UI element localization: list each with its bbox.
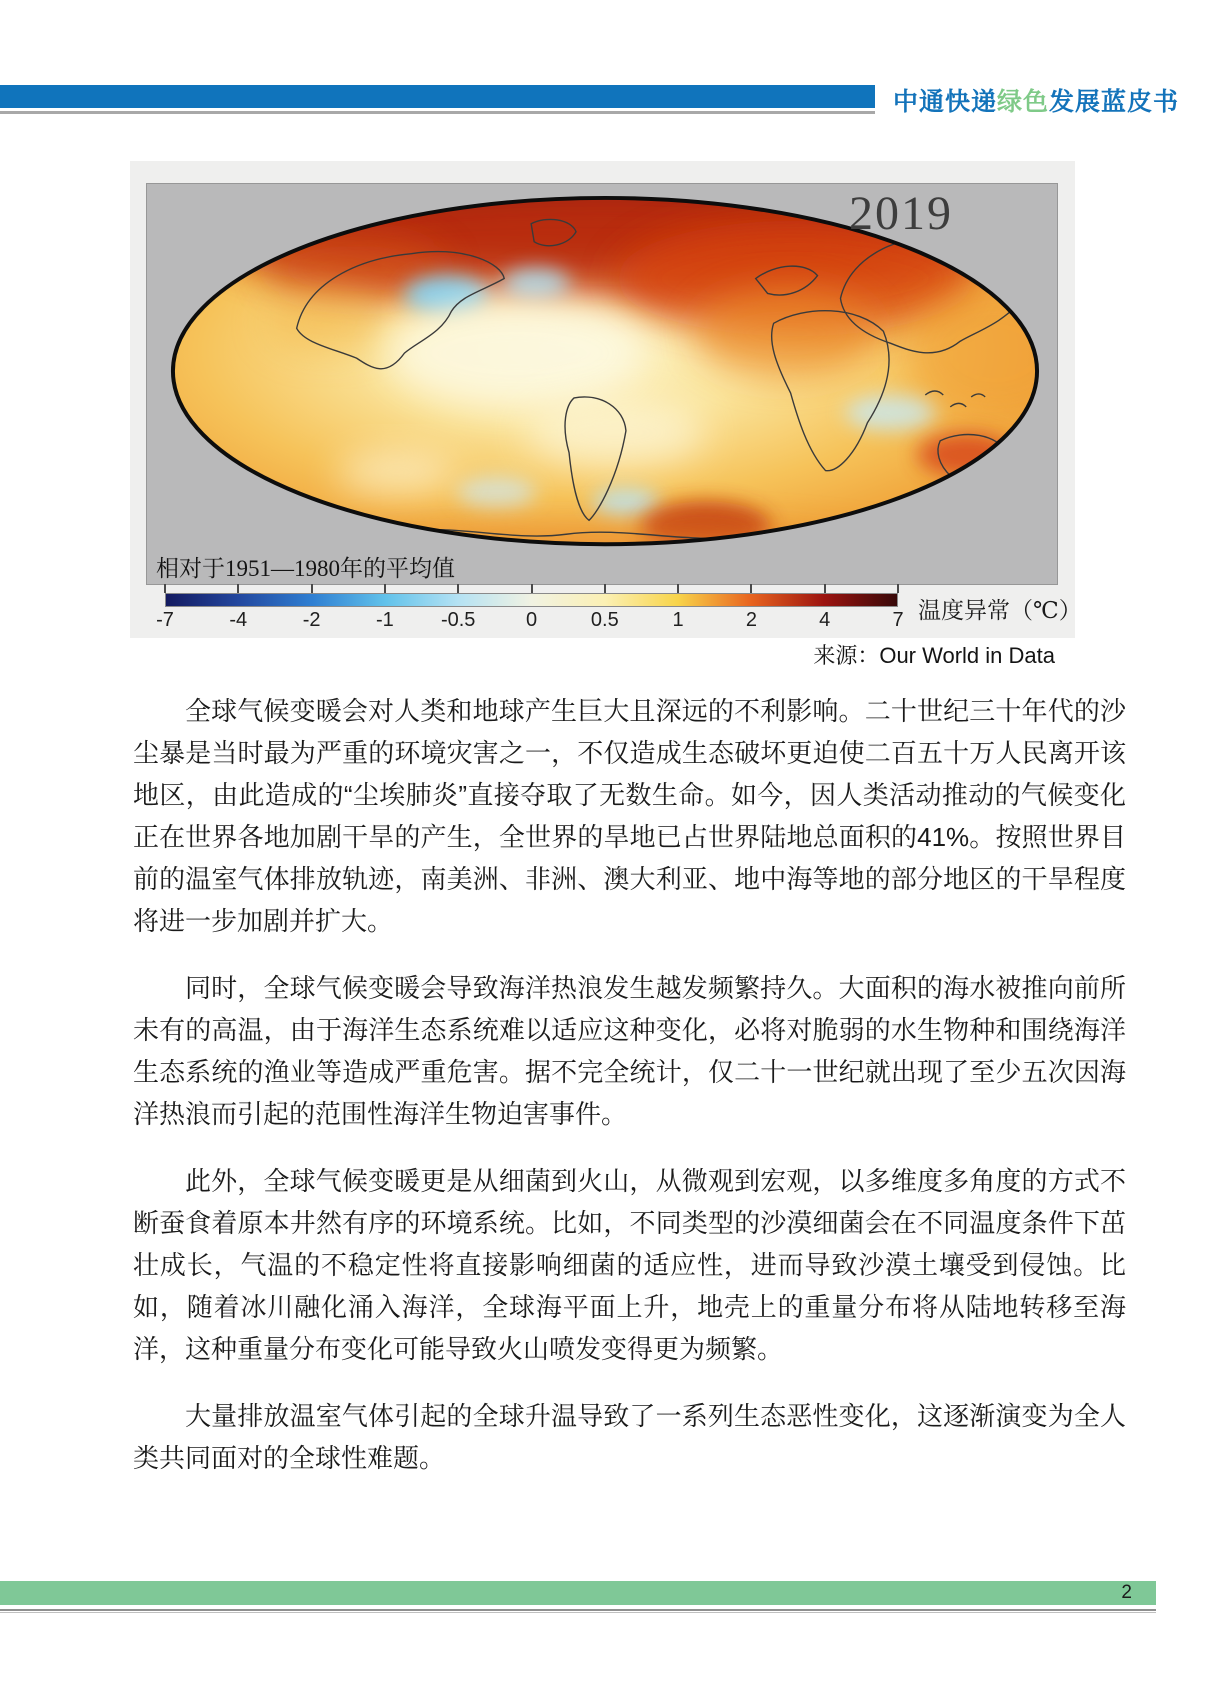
colorbar-tick-label: -4 [229,609,248,631]
header-title-part-2: 绿色 [997,88,1050,116]
colorbar-tick-label: -1 [375,609,394,631]
map-baseline-note: 相对于1951—1980年的平均值 [156,556,455,581]
colorbar-tick [384,584,386,593]
colorbar-tick [237,584,239,593]
footer-gray-line-light [0,1612,1156,1613]
colorbar-tick-label: -2 [302,609,321,631]
temperature-colorbar [165,593,898,607]
colorbar-tick-label: 0 [525,609,538,631]
map-year-label: 2019 [849,187,953,240]
colorbar-tick [677,584,679,593]
colorbar-tick [164,584,166,593]
paragraph-2: 同时，全球气候变暖会导致海洋热浪发生越发频繁持久。大面积的海水被推向前所未有的高温，由于海洋生态系统难以适应这种变化，必将对脆弱的水生物种和围绕海洋生态系统的渔业等造成严重危害。据不完全统计，仅二十一世纪就出现了至少五次因海洋热浪而引起的范围性海洋生物迫害事件。 [133,973,1126,1129]
colorbar-title: 温度异常（℃） [918,598,1082,623]
header-title-part-3: 发展蓝皮书 [1049,88,1180,116]
colorbar-labels [156,609,904,635]
colorbar-tick-label: 2 [745,609,757,631]
header-title-part-1: 中通快递 [893,88,998,116]
colorbar-tick [824,584,826,593]
colorbar-tick [897,584,899,593]
colorbar-tick-label: 7 [892,609,904,631]
colorbar-tickstrip [165,584,898,593]
colorbar-tick-label: -7 [156,609,174,631]
paragraph-1: 全球气候变暖会对人类和地球产生巨大且深远的不利影响。二十世纪三十年代的沙尘暴是当时最为严重的环境灾害之一，不仅造成生态破坏更迫使二百五十万人民离开该地区，由此造成的“尘埃肺炎”直接夺取了无数生命。如今，因人类活动推动的气候变化正在世界各地加剧干旱的产生，全世界的旱地已占世界陆地总面积的41%。按照世界目前的温室气体排放轨迹，南美洲、非洲、澳大利亚、地中海等地的部分地区的干旱程度将进一步加剧并扩大。 [133,696,1126,936]
footer-green-bar [0,1581,1156,1605]
paragraph-4: 大量排放温室气体引起的全球升温导致了一系列生态恶性变化，这逐渐演变为全人类共同面对的全球性难题。 [133,1401,1126,1473]
page-header-title [893,82,1179,118]
colorbar-tick-label: 4 [819,609,831,631]
body-text [133,690,1126,1504]
header-blue-bar [0,85,875,108]
page-number: 2 [1121,1582,1132,1603]
footer-gray-line [0,1609,1156,1611]
world-map-panel [146,183,1058,585]
colorbar-tick-label: 1 [672,609,684,631]
figure-source: 来源：Our World in Data [813,643,1055,668]
header-gray-line [0,111,875,114]
colorbar-tick [604,584,606,593]
paragraph-3: 此外，全球气候变暖更是从细菌到火山，从微观到宏观，以多维度多角度的方式不断蚕食着原本井然有序的环境系统。比如，不同类型的沙漠细菌会在不同温度条件下茁壮成长，气温的不稳定性将直接影响细菌的适应性，进而导致沙漠土壤受到侵蚀。比如，随着冰川融化涌入海洋，全球海平面上升，地壳上的重量分布将从陆地转移至海洋，这种重量分布变化可能导致火山喷发变得更为频繁。 [133,1166,1126,1364]
world-temperature-map [147,184,1057,584]
colorbar-tick [311,584,313,593]
colorbar-tick [457,584,459,593]
colorbar-tick [750,584,752,593]
colorbar-tick [531,584,533,593]
temperature-anomaly-figure [130,161,1082,638]
colorbar-tick-label: 0.5 [590,609,619,631]
colorbar-tick-label: -0.5 [440,609,476,631]
